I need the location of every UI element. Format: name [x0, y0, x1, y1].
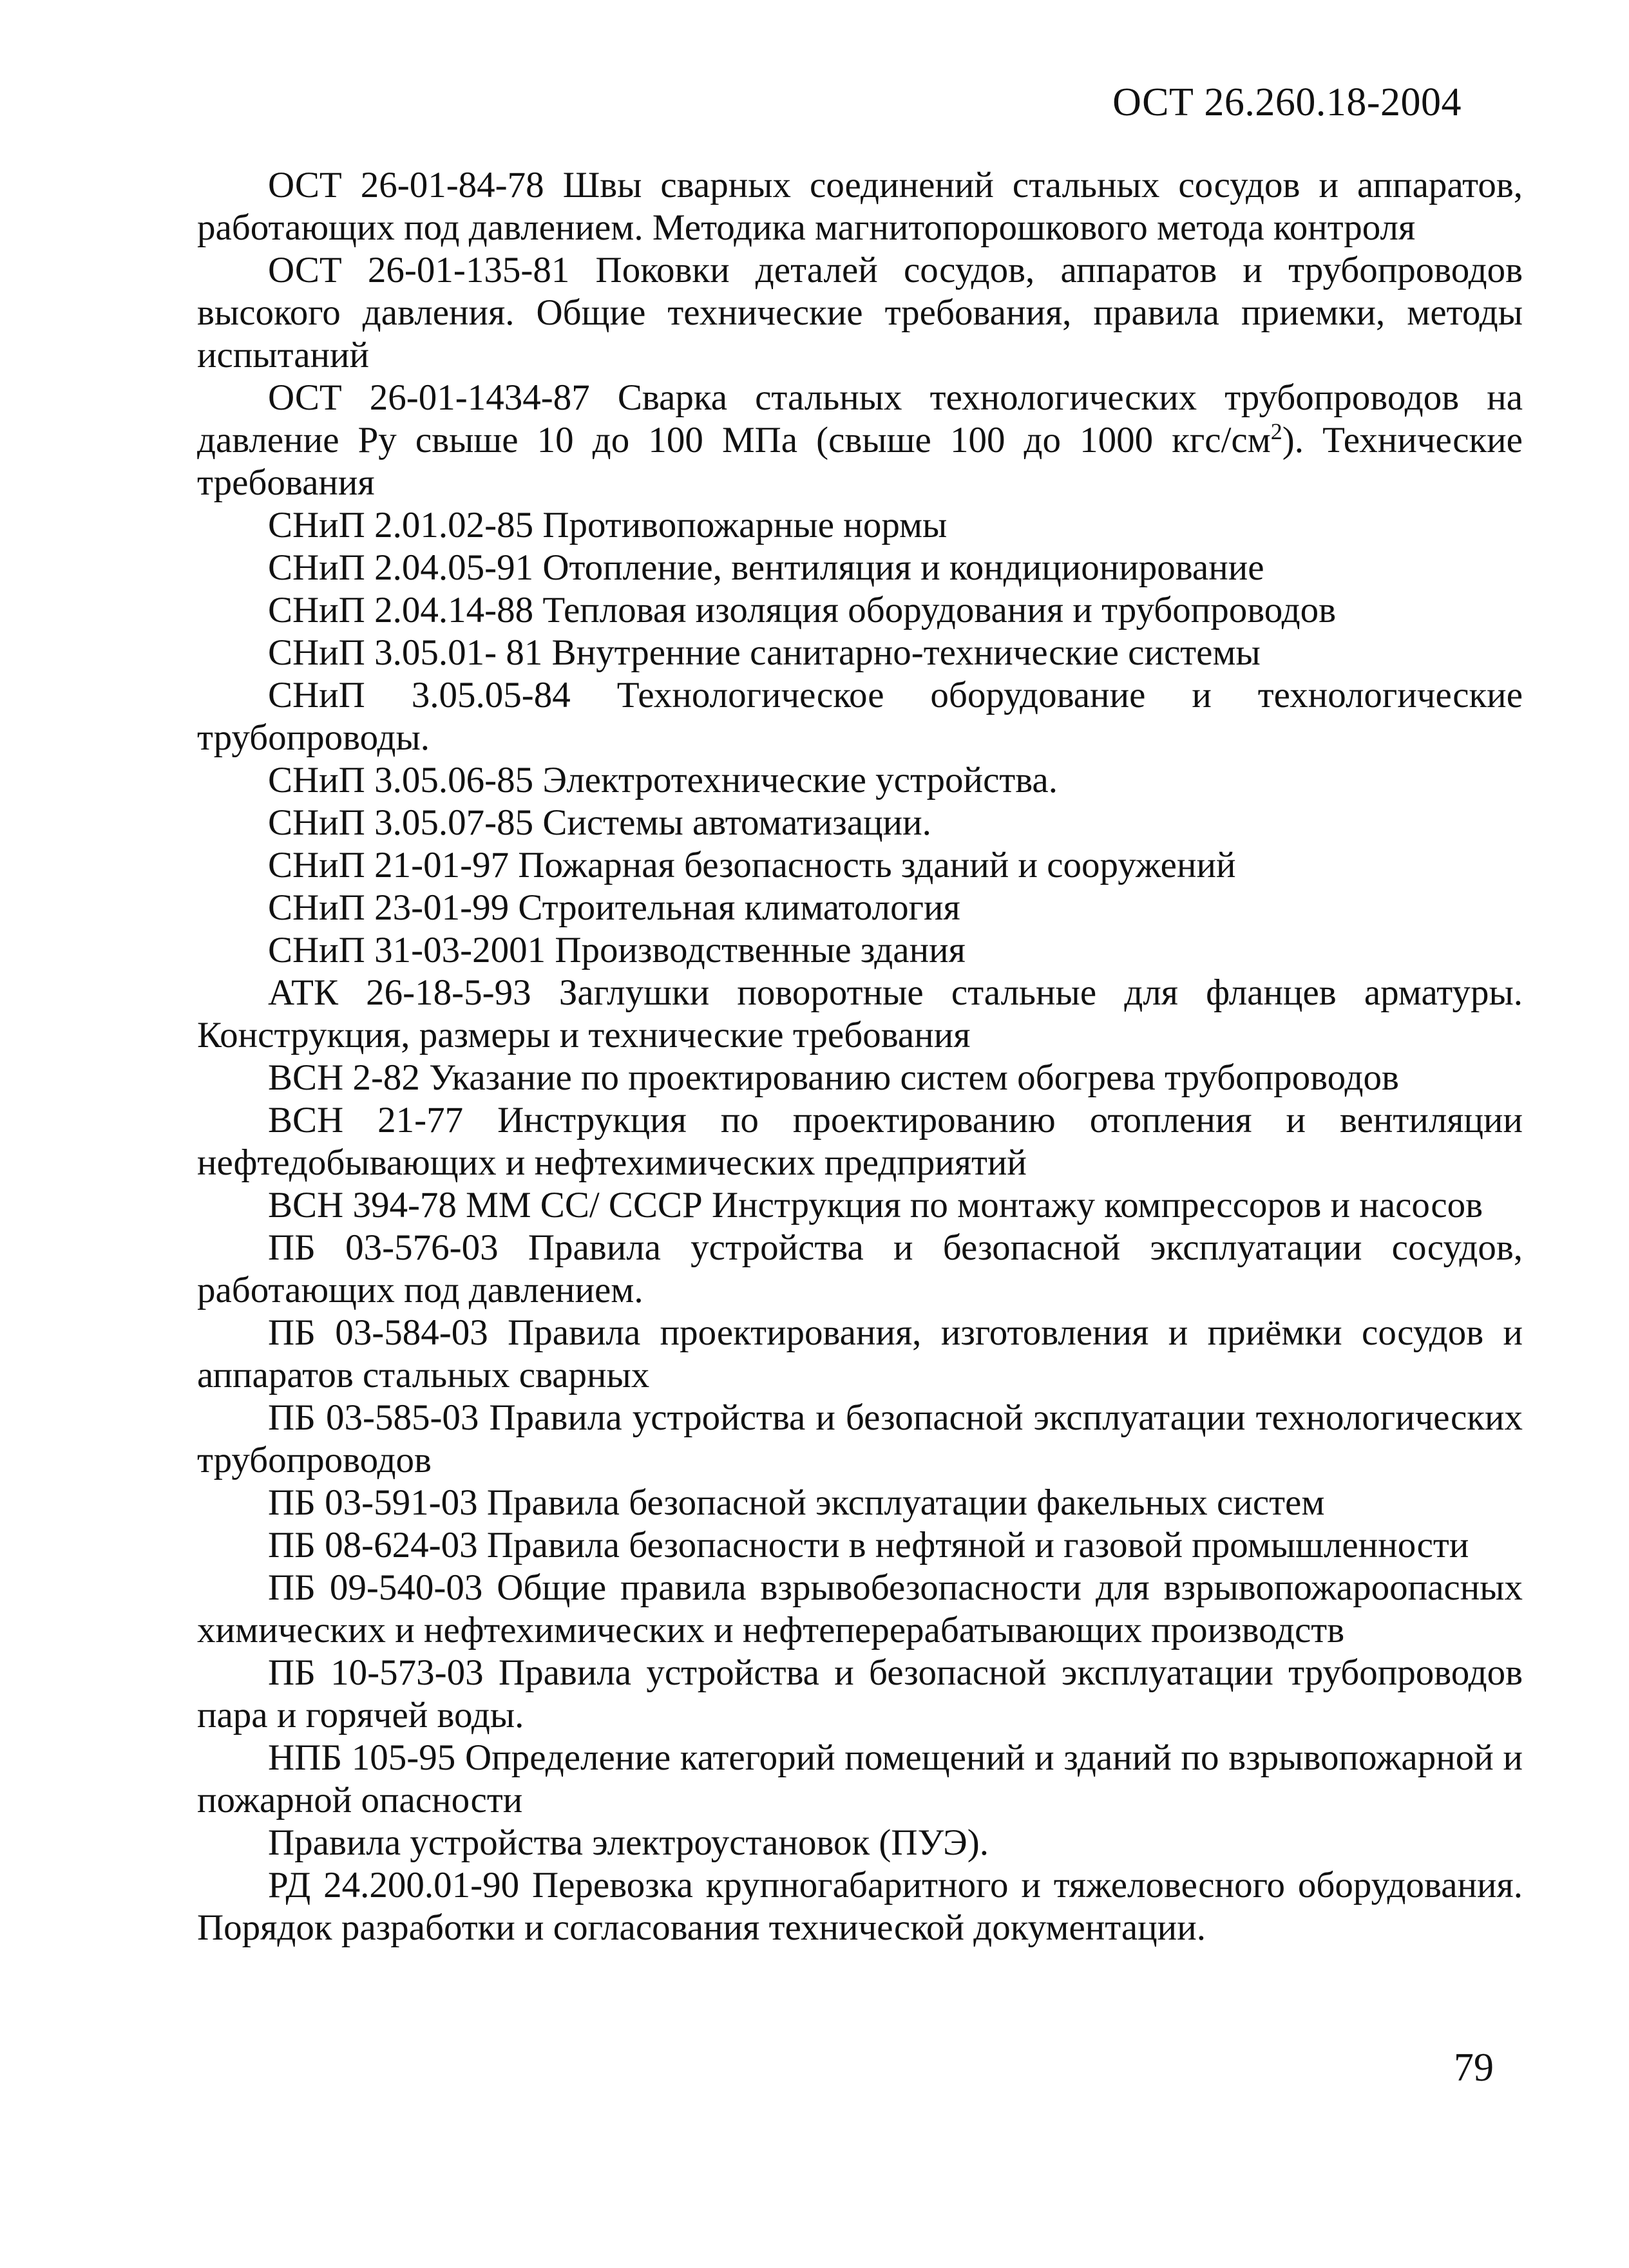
reference-code: ОСТ 26-01-1434-87 [268, 377, 590, 418]
reference-code: ВСН 2-82 [268, 1057, 420, 1098]
reference-title: Заглушки поворотные стальные для фланцев арматуры. Конструкция, размеры и технические требования [197, 972, 1523, 1055]
reference-entry [197, 887, 1523, 929]
page-number: 79 [1454, 2046, 1494, 2090]
reference-title: Отопление, вентиляция и кондиционирование [542, 547, 1264, 588]
reference-code: ПБ 09-540-03 [268, 1567, 483, 1608]
reference-code: СНиП 3.05.01- 81 [268, 632, 543, 673]
reference-code: ПБ 10-573-03 [268, 1652, 484, 1693]
reference-title: Производственные здания [555, 930, 966, 970]
reference-title: Внутренние санитарно-технические системы [551, 632, 1261, 673]
reference-code: СНиП 2.01.02-85 [268, 505, 534, 545]
reference-code: ОСТ 26-01-84-78 [268, 165, 544, 205]
reference-code: ПБ 03-585-03 [268, 1397, 479, 1438]
reference-title: Правила устройства электроустановок (ПУЭ). [268, 1822, 989, 1863]
reference-code: СНиП 2.04.05-91 [268, 547, 534, 588]
reference-entry [197, 1312, 1523, 1397]
reference-entry [197, 1184, 1523, 1227]
reference-entry [197, 1567, 1523, 1652]
document-code: ОСТ 26.260.18-2004 [1112, 80, 1462, 124]
reference-title: Тепловая изоляция оборудования и трубопроводов [542, 590, 1336, 630]
reference-title: Сварка стальных технологических трубопроводов на давление Ру свыше 10 до 100 МПа (свыше 100 до 1000 кгс/см [197, 377, 1523, 460]
reference-title: Швы сварных соединений стальных сосудов и аппаратов, работающих под давлением. Методика магнитопорошкового метода контроля [197, 165, 1523, 248]
reference-entry [197, 802, 1523, 844]
reference-code: СНиП 31-03-2001 [268, 930, 546, 970]
reference-code: АТК 26-18-5-93 [268, 972, 531, 1013]
reference-entry [197, 547, 1523, 589]
reference-entry [197, 589, 1523, 632]
reference-title: Правила устройства и безопасной эксплуатации сосудов, работающих под давлением. [197, 1227, 1523, 1310]
reference-code: ПБ 03-576-03 [268, 1227, 499, 1268]
reference-code: ВСН 394-78 ММ СС/ СССР [268, 1185, 703, 1225]
reference-title-continued: ). Технические требования [197, 420, 1523, 503]
reference-code: РД 24.200.01-90 [268, 1865, 520, 1905]
reference-entry [197, 164, 1523, 249]
reference-title: Правила проектирования, изготовления и приёмки сосудов и аппаратов стальных сварных [197, 1312, 1523, 1395]
reference-entry [197, 1099, 1523, 1184]
reference-code: НПБ 105-95 [268, 1737, 456, 1778]
reference-entry [197, 1397, 1523, 1482]
reference-code: ПБ 03-584-03 [268, 1312, 488, 1353]
reference-title: Определение категорий помещений и зданий по взрывопожарной и пожарной опасности [197, 1737, 1523, 1820]
reference-code: СНиП 3.05.07-85 [268, 802, 534, 843]
reference-code: ПБ 03-591-03 [268, 1482, 478, 1523]
superscript-two: 2 [1270, 419, 1282, 444]
reference-entry [197, 674, 1523, 759]
reference-code: СНиП 2.04.14-88 [268, 590, 534, 630]
reference-code: СНиП 3.05.06-85 [268, 760, 534, 800]
reference-list [197, 164, 1523, 1949]
reference-title: Пожарная безопасность зданий и сооружений [518, 845, 1236, 885]
reference-title: Системы автоматизации. [542, 802, 931, 843]
reference-title: Правила устройства и безопасной эксплуатации трубопроводов пара и горячей воды. [197, 1652, 1523, 1735]
reference-entry [197, 929, 1523, 972]
reference-code: ВСН 21-77 [268, 1100, 464, 1140]
reference-code: СНиП 3.05.05-84 [268, 675, 571, 715]
reference-title: Электротехнические устройства. [542, 760, 1058, 800]
reference-title: Общие правила взрывобезопасности для взрывопожароопасных химических и нефтехимических и нефтеперерабатывающих производств [197, 1567, 1523, 1650]
reference-title: Правила безопасности в нефтяной и газовой промышленности [486, 1525, 1469, 1565]
reference-entry [197, 1227, 1523, 1312]
reference-entry [197, 759, 1523, 802]
reference-code: ПБ 08-624-03 [268, 1525, 478, 1565]
reference-title: Инструкция по проектированию отопления и вентиляции нефтедобывающих и нефтехимических предприятий [197, 1100, 1523, 1183]
reference-title: Технологическое оборудование и технологические трубопроводы. [197, 675, 1523, 758]
reference-code: СНиП 21-01-97 [268, 845, 510, 885]
reference-entry [197, 1822, 1523, 1864]
reference-title: Инструкция по монтажу компрессоров и насосов [711, 1185, 1483, 1225]
reference-entry [197, 1652, 1523, 1737]
reference-code: СНиП 23-01-99 [268, 887, 510, 928]
reference-title: Правила устройства и безопасной эксплуатации технологических трубопроводов [197, 1397, 1523, 1480]
reference-code: ОСТ 26-01-135-81 [268, 250, 570, 290]
reference-entry [197, 377, 1523, 504]
reference-title: Противопожарные нормы [542, 505, 948, 545]
reference-title: Поковки деталей сосудов, аппаратов и трубопроводов высокого давления. Общие технические требования, правила приемки, методы испытаний [197, 250, 1523, 375]
reference-title: Правила безопасной эксплуатации факельных систем [486, 1482, 1325, 1523]
reference-title: Строительная климатология [518, 887, 960, 928]
reference-entry [197, 504, 1523, 547]
reference-entry [197, 972, 1523, 1057]
reference-entry [197, 1057, 1523, 1099]
reference-entry [197, 249, 1523, 377]
reference-title: Перевозка крупногабаритного и тяжеловесного оборудования. Порядок разработки и согласования технической документации. [197, 1865, 1523, 1948]
reference-entry [197, 844, 1523, 887]
reference-entry [197, 1864, 1523, 1949]
reference-title: Указание по проектированию систем обогрева трубопроводов [429, 1057, 1399, 1098]
reference-entry [197, 1524, 1523, 1567]
reference-entry [197, 1482, 1523, 1524]
reference-entry [197, 632, 1523, 674]
reference-entry [197, 1737, 1523, 1822]
